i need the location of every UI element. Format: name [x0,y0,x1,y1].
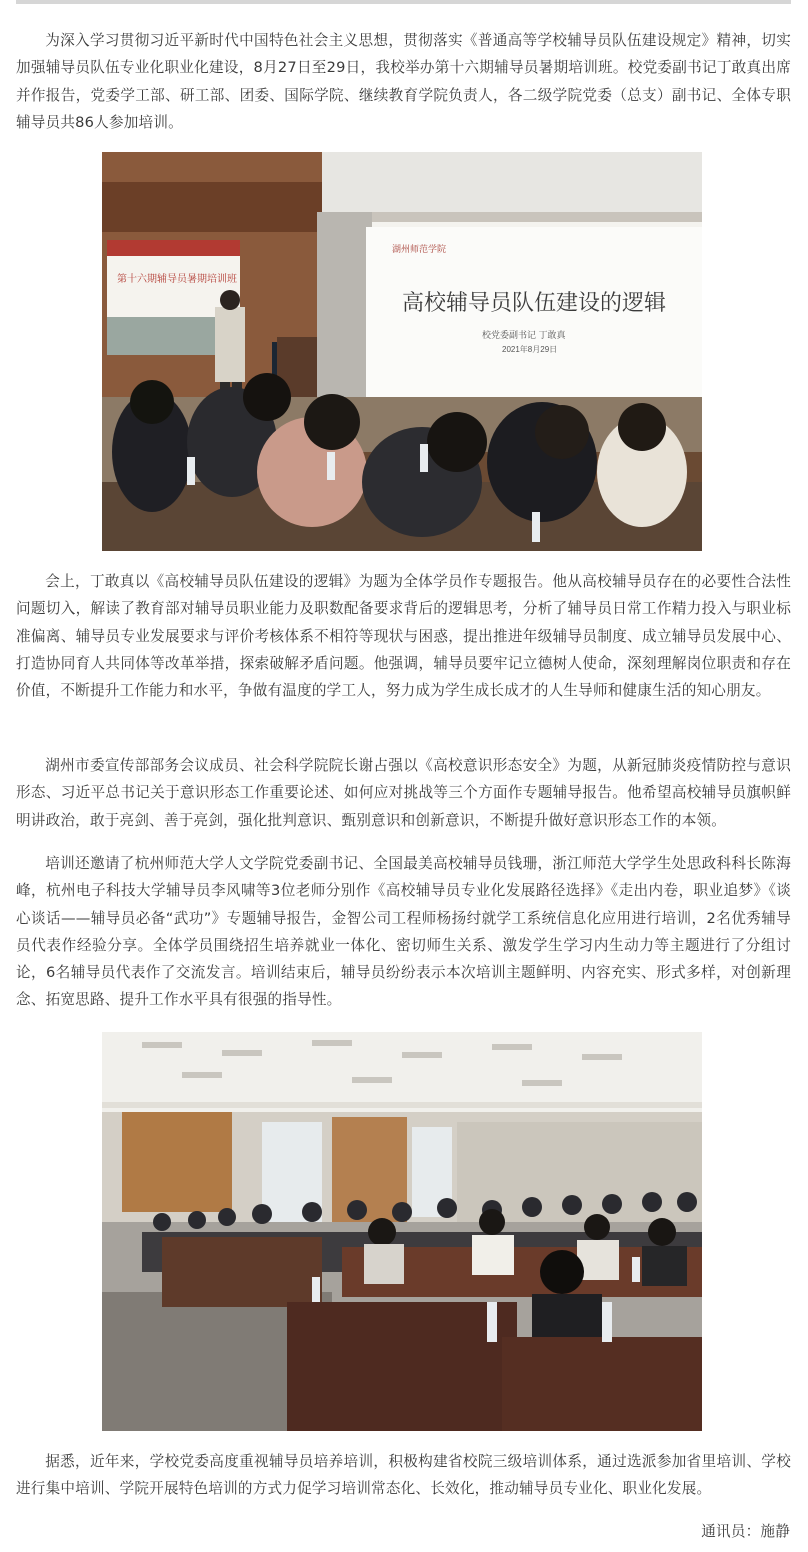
byline: 通讯员：施静 [701,1523,790,1540]
paragraph-training: 培训还邀请了杭州师范大学人文学院党委副书记、全国最美高校辅导员钱珊，浙江师范大学学生处思政科科长陈海峰，杭州电子科技大学辅导员李风啸等3位老师分别作《高校辅导员专业化发展路径选择》《走出内卷，职业追梦》《谈心谈话——辅导员必备“武功”》专题辅导报告，金智公司工程师杨扬纣就学工系统信息化应用进行培训，2名优秀辅导员代表作经验分享。全体学员围绕招生培养就业一体化、密切师生关系、激发学生学习内生动力等主题进行了分组讨论，6名辅导员代表作了交流发言。培训结束后，辅导员纷纷表示本次培训主题鲜明、内容充实、形式多样，对创新理念、拓宽思路、提升工作水平具有很强的指导性。 [16,855,791,1009]
slide-title: 高校辅导员队伍建设的逻辑 [402,290,667,315]
photo-lecture [102,152,702,551]
paragraph-ideology: 湖州市委宣传部部务会议成员、社会科学院院长谢占强以《高校意识形态安全》为题，从新冠肺炎疫情防控与意识形态、习近平总书记关于意识形态工作重要论述、如何应对挑战等三个方面作专题辅导报告。他希望高校辅导员旗帜鲜明讲政治，敢于亮剑、善于亮剑，强化批判意识、甄别意识和创新意识，不断提升做好意识形态工作的本领。 [16,757,791,829]
top-divider [16,0,791,4]
svg-text:湖州师范学院: 湖州师范学院 [392,244,447,254]
paragraph-report: 会上，丁敢真以《高校辅导员队伍建设的逻辑》为题为全体学员作专题报告。他从高校辅导员存在的必要性合法性问题切入，解读了教育部对辅导员职业能力及职数配备要求背后的逻辑思考，分析了辅导员日常工作精力投入与职业标准偏离、辅导员专业发展要求与评价考核体系不相符等现状与困惑，提出推进年级辅导员制度、成立辅导员发展中心、打造协同育人共同体等改革举措，探索破解矛盾问题。他强调，辅导员要牢记立德树人使命，深刻理解岗位职责和存在价值，不断提升工作能力和水平，争做有温度的学工人，努力成为学生成长成才的人生导师和健康生活的知心朋友。 [16,573,791,700]
paragraph-intro: 为深入学习贯彻习近平新时代中国特色社会主义思想，贯彻落实《普通高等学校辅导员队伍建设规定》精神，切实加强辅导员队伍专业化职业化建设，8月27日至29日，我校举办第十六期辅导员暑期培训班。校党委副书记丁敢真出席并作报告，党委学工部、研工部、团委、国际学院、继续教育学院负责人，各二级学院党委（总支）副书记、全体专职辅导员共86人参加培训。 [16,32,791,131]
slide-speaker: 校党委副书记 丁敢真 [482,330,566,340]
photo-audience [102,1032,702,1431]
paragraph-summary: 据悉，近年来，学校党委高度重视辅导员培养培训，积极构建省校院三级培训体系，通过选派参加省里培训、学校进行集中培训、学院开展特色培训的方式力促学习培训常态化、长效化，推动辅导员专业化、职业化发展。 [16,1453,791,1498]
slide-date: 2021年8月29日 [502,345,558,354]
banner-title: 第十六期辅导员暑期培训班 [117,274,237,285]
